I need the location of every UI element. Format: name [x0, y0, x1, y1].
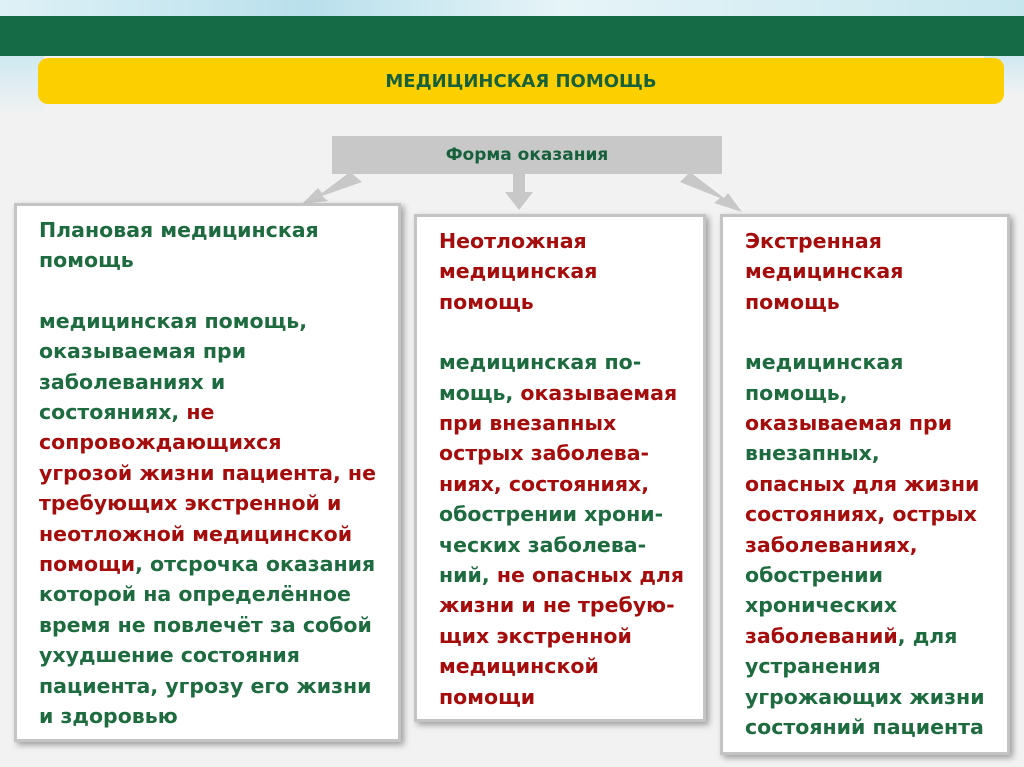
card-body-line [439, 530, 699, 560]
card-body-text: щих экстренной [439, 623, 632, 648]
card-body-text: хронических [745, 593, 898, 618]
card-body-text: острых заболева- [439, 441, 650, 466]
card-body-line [39, 701, 392, 731]
card-heading-line: помощь [439, 289, 534, 314]
card-body-text: при внезапных [439, 411, 617, 436]
card-body-text: время не повлечёт за собой [39, 612, 372, 637]
card-body-text: сопровождающихся [39, 430, 282, 455]
card-body-text: состояниях, [39, 400, 187, 425]
card-body-line [439, 499, 699, 529]
card-body-text: ческих заболева- [439, 532, 647, 557]
card-body [39, 306, 392, 732]
card-body-line [439, 560, 699, 590]
card-body-text: которой на определённое [39, 582, 351, 607]
card-body [439, 347, 699, 712]
card-body-line [745, 378, 1003, 408]
card-body-text: обострении [745, 563, 883, 588]
card-body-text: заболеваниях, [745, 532, 918, 557]
card-heading [39, 215, 392, 276]
card-body-text: внезапных, [745, 441, 880, 466]
card-body-text: , для [897, 623, 958, 648]
card-body-line [439, 347, 699, 377]
card-body-line [39, 519, 392, 549]
card-heading-line: помощь [39, 248, 134, 273]
card-body-text: состояний пациента [745, 715, 984, 740]
card-body-text: оказываемая [520, 380, 678, 405]
header-band [0, 16, 1024, 56]
card-body-text: заболеваниях и [39, 369, 226, 394]
card-body-line [439, 590, 699, 620]
card-body-text: неотложной медицинской [39, 521, 353, 546]
card-body-line [39, 336, 392, 366]
card-body-line [39, 549, 392, 579]
card-body-line [745, 560, 1003, 590]
card-body-line [439, 408, 699, 438]
card-heading [745, 226, 1003, 317]
card-heading-line: медицинская [439, 259, 598, 284]
card-body-line [745, 469, 1003, 499]
card-body-line [39, 610, 392, 640]
card-body-text: ухудшение состояния [39, 643, 300, 668]
card-body-line [745, 712, 1003, 742]
card-body-text: оказываемая при [39, 339, 247, 364]
card-body-line [439, 682, 699, 712]
card-body-text: угрозой жизни пациента, не [39, 460, 376, 485]
card-body-line [745, 651, 1003, 681]
card-heading-line: помощь [745, 289, 840, 314]
card-planned [14, 203, 401, 742]
card-body-text: ний, [439, 563, 497, 588]
form-label-box: Форма оказания [332, 136, 722, 174]
card-heading [439, 226, 699, 317]
card-body-text: и здоровью [39, 704, 178, 729]
card-body-line [745, 438, 1003, 468]
arrow-right [680, 172, 742, 212]
card-body-text: помощи [39, 552, 136, 577]
card-body-line [39, 640, 392, 670]
card-body-text: опасных для жизни [745, 471, 980, 496]
card-body-line [39, 306, 392, 336]
card-body-line [439, 469, 699, 499]
card-body-text: состояниях, острых [745, 502, 977, 527]
card-body-line [439, 651, 699, 681]
card-body-text: медицинская по- [439, 350, 642, 375]
card-body-line [39, 427, 392, 457]
card-body-line [39, 397, 392, 427]
card-body-text: угрожающих жизни [745, 684, 985, 709]
card-body-line [745, 408, 1003, 438]
card-body-line [439, 621, 699, 651]
card-body-text: пациента, угрозу его жизни [39, 673, 372, 698]
arrow-left [302, 172, 362, 204]
card-body-line [745, 530, 1003, 560]
card-body-text: помощи [439, 684, 536, 709]
card-body-line [745, 347, 1003, 377]
card-heading-line: Неотложная [439, 229, 587, 253]
card-body-line [745, 590, 1003, 620]
card-body-line [39, 671, 392, 701]
arrow-center-head [505, 192, 533, 210]
card-body-text: жизни и не требую- [439, 593, 675, 618]
card-body-text: помощь, [745, 380, 848, 405]
card-body-text: устранения [745, 654, 881, 679]
card-body-line [745, 499, 1003, 529]
card-body-text: обострении хрони- [439, 502, 664, 527]
card-body-line [39, 579, 392, 609]
card-body-line [439, 438, 699, 468]
card-body-text: не [186, 400, 215, 425]
card-body-text: мощь, [439, 380, 521, 405]
card-body-text: медицинской [439, 654, 599, 679]
card-body-line [39, 367, 392, 397]
card-heading-line: Плановая медицинская [39, 218, 319, 242]
card-body-text: медицинская помощь, [39, 308, 308, 333]
header-sky-strip [0, 0, 1024, 16]
card-body [745, 347, 1003, 742]
card-body-line [39, 458, 392, 488]
card-heading-line: медицинская [745, 259, 904, 284]
card-body-text: заболеваний [745, 623, 898, 648]
card-body-text: ниях, состояниях, [439, 471, 650, 496]
card-body-line [39, 488, 392, 518]
card-body-line [745, 621, 1003, 651]
card-body-text: , отсрочка оказания [135, 552, 376, 577]
card-body-text: не опасных для [496, 563, 685, 588]
arrow-center-shaft [513, 172, 525, 194]
card-body-line [745, 682, 1003, 712]
card-body-text: требующих экстренной и [39, 491, 342, 516]
card-body-text: медицинская [745, 350, 904, 375]
card-body-line [439, 378, 699, 408]
page-title: МЕДИЦИНСКАЯ ПОМОЩЬ [38, 58, 1004, 104]
card-emergency [720, 214, 1010, 755]
card-urgent [414, 214, 706, 722]
card-body-text: оказываемая при [745, 411, 953, 436]
card-heading-line: Экстренная [745, 229, 882, 253]
